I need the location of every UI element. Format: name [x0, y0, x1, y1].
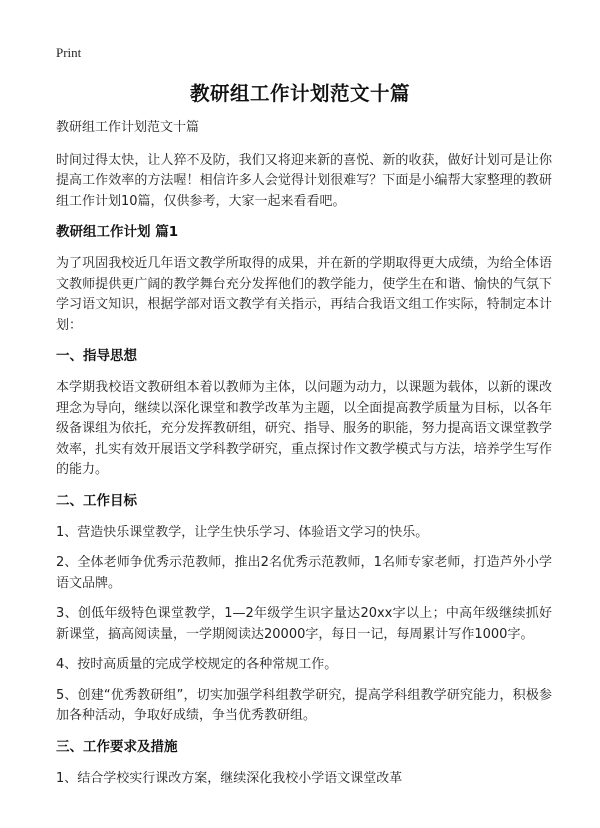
- plan1-heading: 教研组工作计划 篇1: [56, 224, 179, 240]
- document-subtitle: 教研组工作计划范文十篇: [56, 120, 200, 135]
- goal-item: 1、营造快乐课堂教学，让学生快乐学习、体验语文学习的快乐。: [56, 524, 429, 540]
- goal-item: 3、创低年级特色课堂教学，1—2年级学生识字量达20xx字以上；中高年级继续抓好新课堂，搞高阅读量，一学期阅读达20000字，每日一记，每周累计写作1000字。: [56, 606, 552, 642]
- goal-item: 5、创建“优秀教研组”，切实加强学科组教学研究，提高学科组教学研究能力，积极参加各种活动，争取好成绩，争当优秀教研组。: [56, 687, 552, 723]
- section-guiding-ideas-heading: 一、指导思想: [56, 348, 137, 364]
- document-title: 教研组工作计划范文十篇: [189, 82, 410, 105]
- intro-paragraph: 时间过得太快，让人猝不及防，我们又将迎来新的喜悦、新的收获，做好计划可是让你提高工作效率的方法喔！相信许多人会觉得计划很难写？下面是小编帮大家整理的教研组工作计划10篇，仅供参考，大家一起来看看吧。: [56, 152, 552, 209]
- goal-item: 2、全体老师争优秀示范教师，推出2名优秀示范教师，1名师专家老师，打造芦外小学语文品牌。: [56, 555, 552, 591]
- plan1-intro-paragraph: 为了巩固我校近几年语文教学所取得的成果，并在新的学期取得更大成绩，为给全体语文教师提供更广阔的教学舞台充分发挥他们的教学能力，使学生在和谐、愉快的气氛下学习语文知识，根据学部对语文教学有关指示，再结合我语文组工作实际，特制定本计划：: [56, 256, 552, 333]
- section-goals-heading: 二、工作目标: [56, 492, 137, 509]
- measure-item: 1、结合学校实行课改方案，继续深化我校小学语文课堂改革: [56, 770, 403, 786]
- section-measures-heading: 三、工作要求及措施: [56, 738, 178, 755]
- document-body: [56, 118, 552, 789]
- print-label: Print: [56, 45, 82, 60]
- guiding-ideas-paragraph: 本学期我校语文教研组本着以教师为主体，以问题为动力，以课题为载体，以新的课改理念为导向，继续以深化课堂和教学改革为主题，以全面提高教学质量为目标，以各年级备课组为依托，充分发挥教研组，研究、指导、服务的职能，努力提高语文课堂教学效率，扎实有效开展语文学科教学研究，重点探讨作文教学模式与方法，培养学生写作的能力。: [56, 380, 552, 477]
- goal-item: 4、按时高质量的完成学校规定的各种常规工作。: [56, 657, 338, 672]
